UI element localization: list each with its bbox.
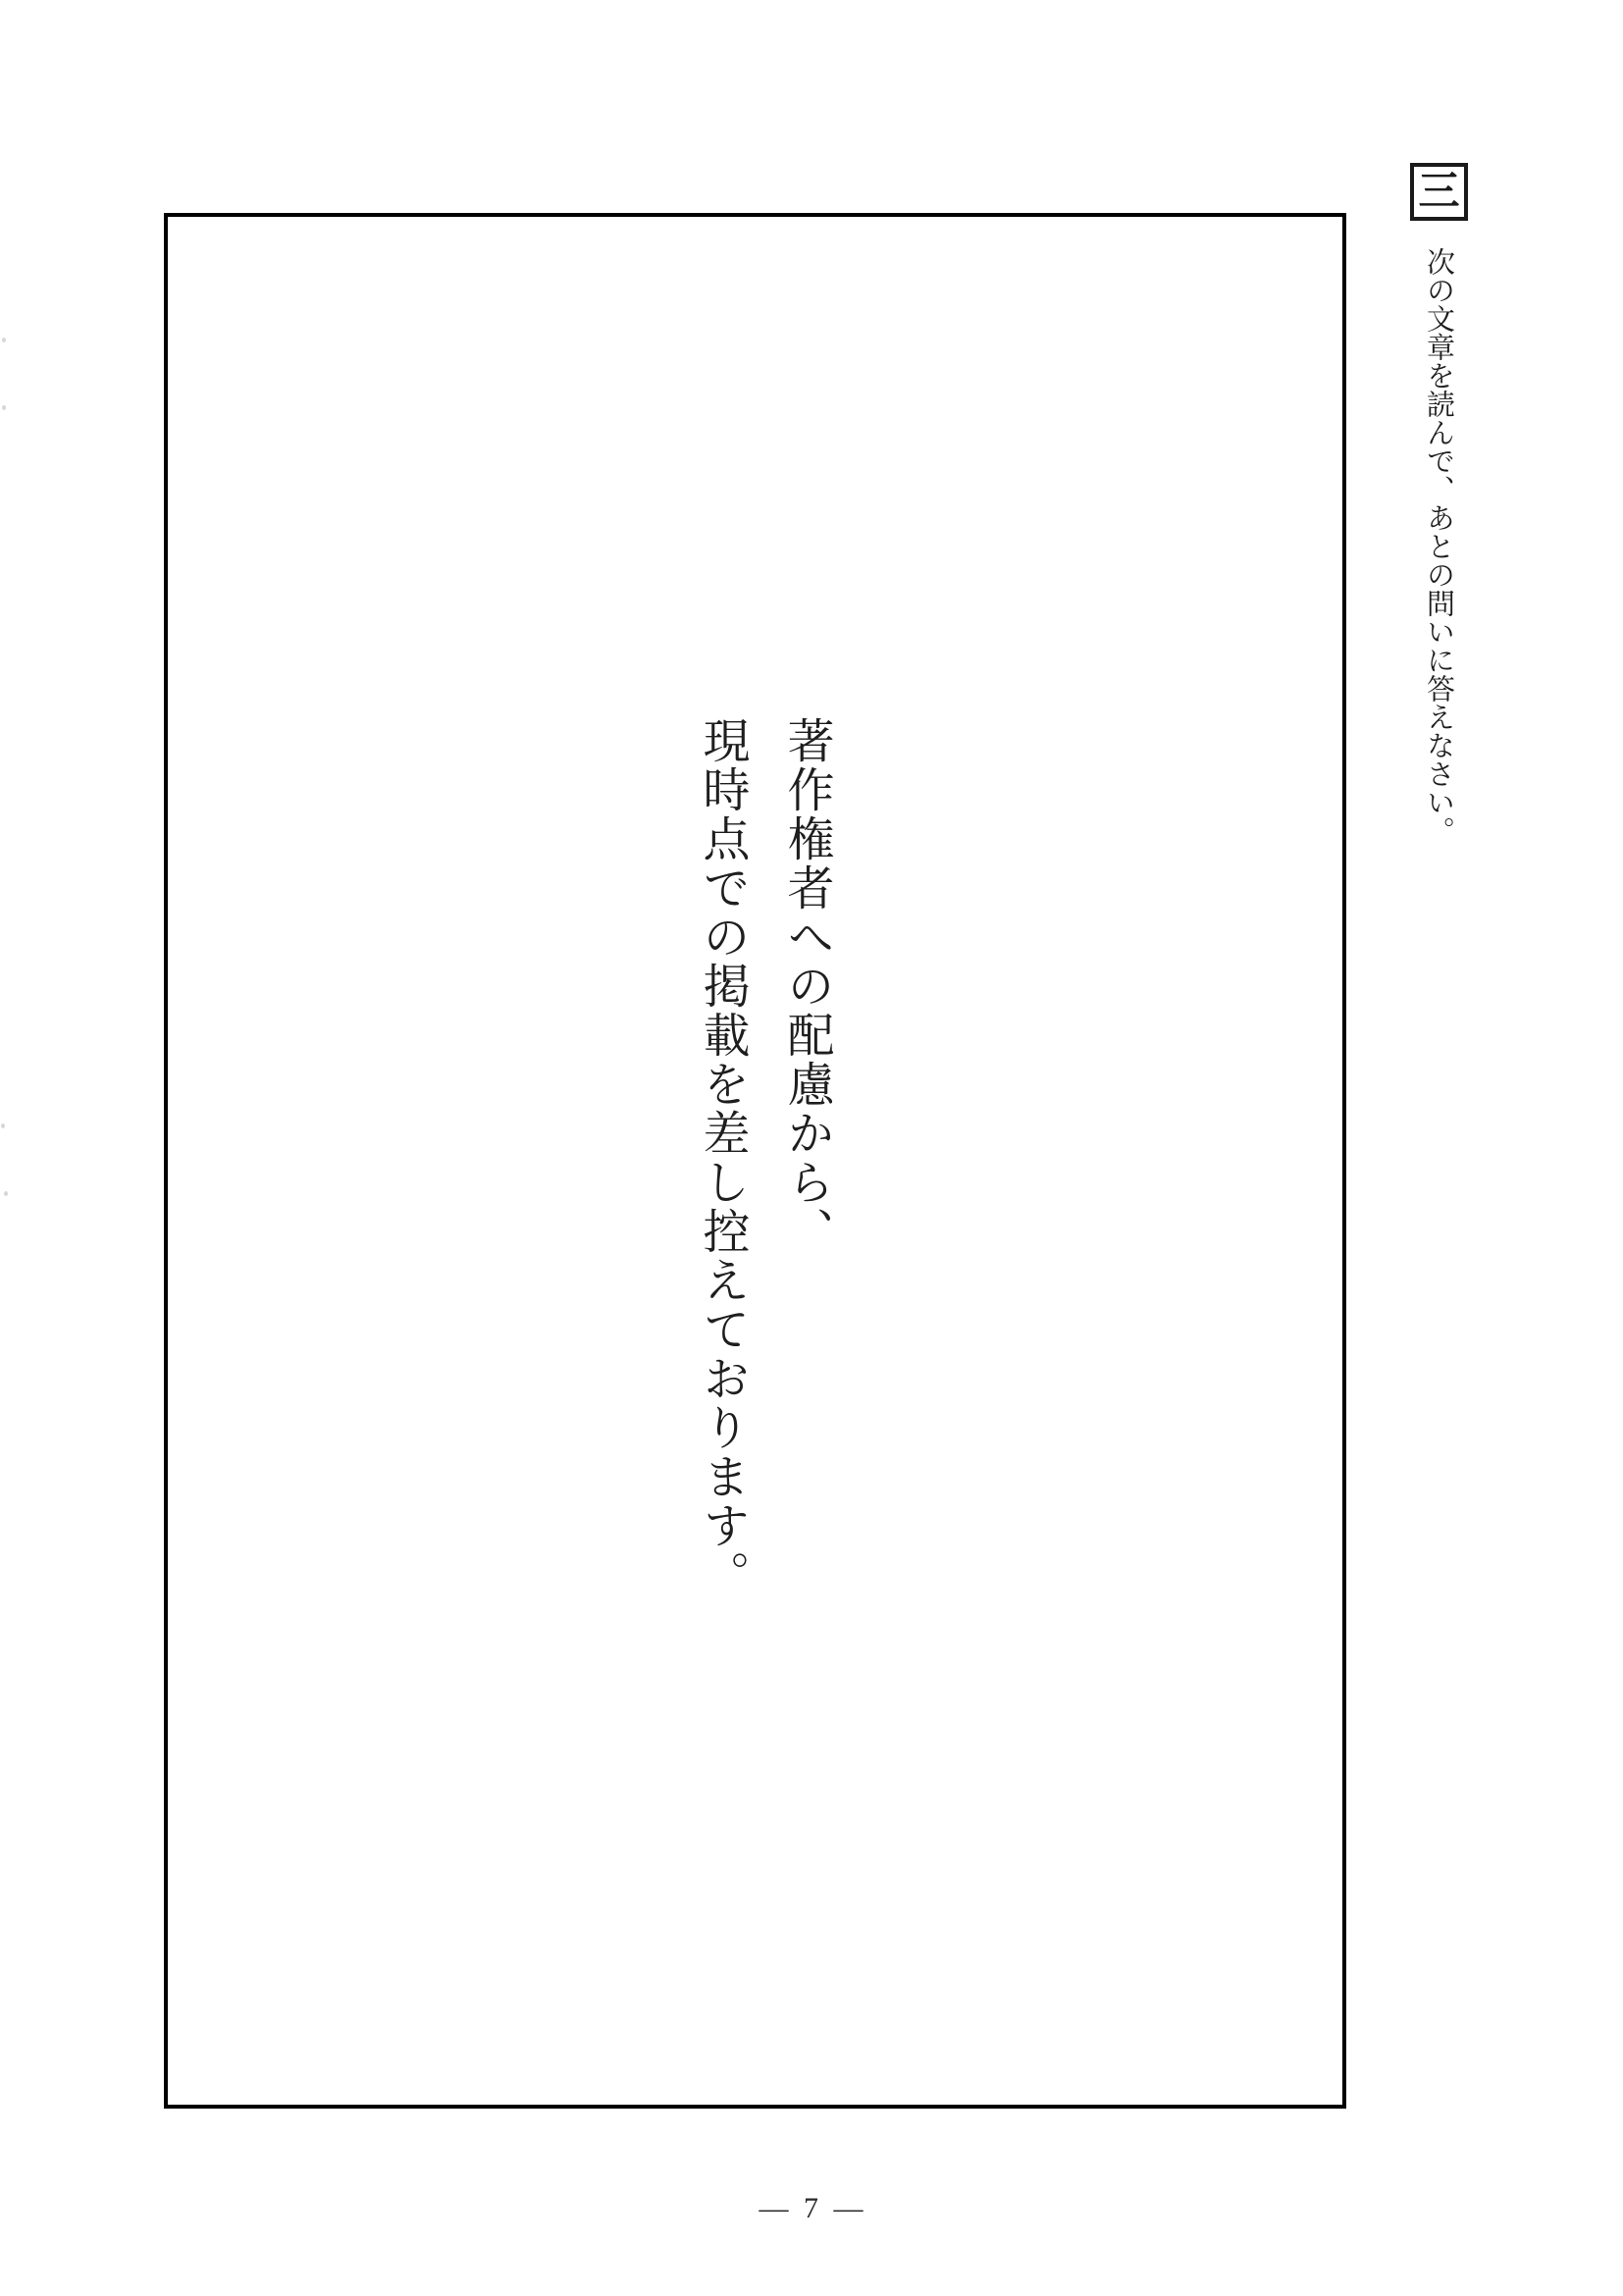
page-number: — 7 — xyxy=(759,2192,864,2224)
section-number-box xyxy=(1410,163,1468,221)
section-number: 三 xyxy=(1418,169,1460,215)
scan-artifact xyxy=(1,1123,5,1128)
copyright-notice xyxy=(679,716,848,1599)
section-instruction: 次の文章を読んで、あとの問いに答えなさい。 xyxy=(1423,247,1454,845)
passage-box xyxy=(164,213,1346,2109)
scan-artifact xyxy=(2,338,6,342)
scan-artifact xyxy=(2,405,6,410)
copyright-notice-line1: 著作権者への配慮から、 xyxy=(780,716,832,1256)
copyright-notice-line2: 現時点での掲載を差し控えております。 xyxy=(696,716,748,1599)
scan-artifact xyxy=(4,1191,8,1196)
